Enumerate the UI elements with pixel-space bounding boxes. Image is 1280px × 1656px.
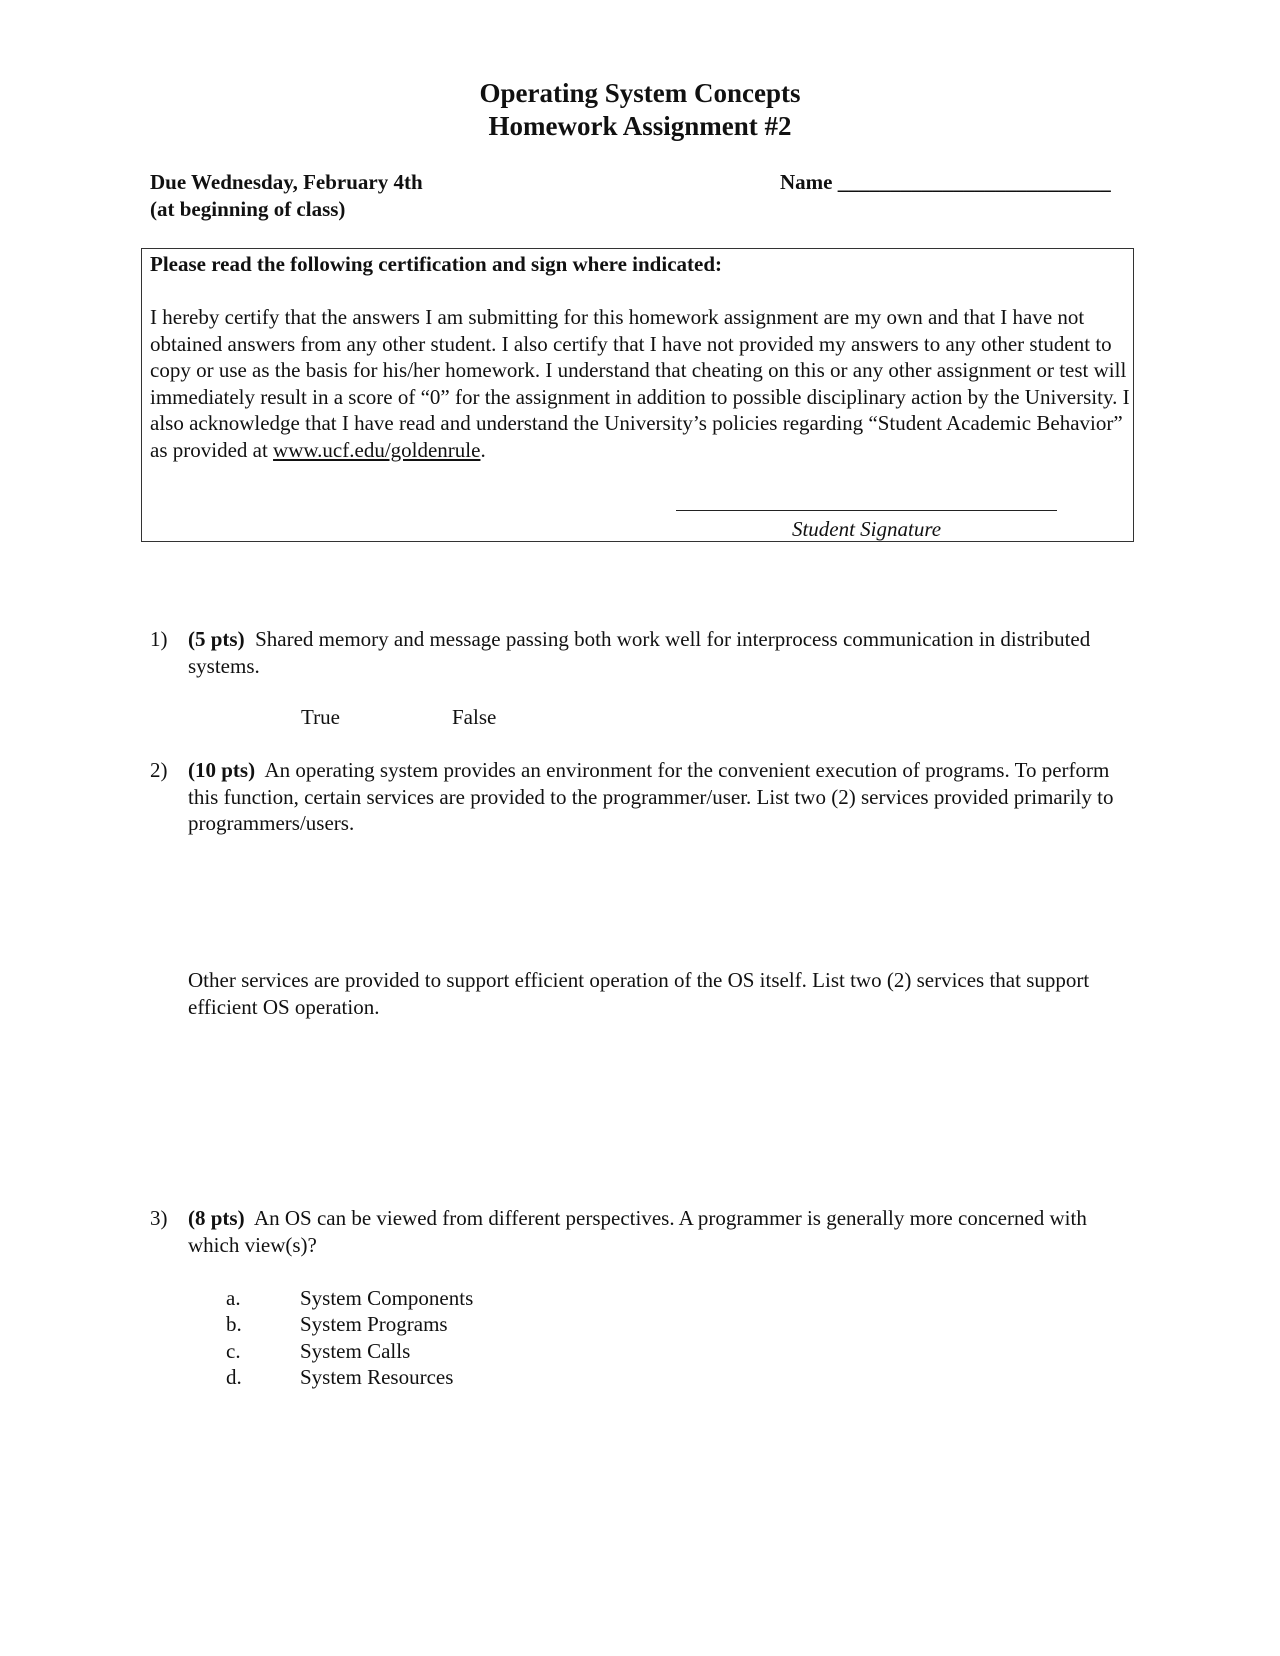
choice-c-text: System Calls <box>300 1339 411 1363</box>
question-1-text <box>188 626 1138 679</box>
choice-b-text: System Programs <box>300 1312 448 1336</box>
question-2-points: (10 pts) <box>188 758 256 782</box>
option-false: False <box>452 705 497 729</box>
due-date: Due Wednesday, February 4th <box>150 170 423 194</box>
question-2-prompt: An operating system provides an environment for the convenient execution of programs. To perform this function, certain services are provided to the programmer/user. List two (2) services provided primarily to programmers/users. <box>188 758 1114 835</box>
question-2-text <box>188 757 1138 837</box>
certification-period: . <box>480 437 486 462</box>
choice-d-text: System Resources <box>300 1365 454 1389</box>
name-label: Name <box>780 170 833 194</box>
question-3-points: (8 pts) <box>188 1206 245 1230</box>
name-field <box>780 169 1111 196</box>
signature-label: Student Signature <box>791 517 942 541</box>
option-true: True <box>301 705 340 729</box>
question-3-prompt: An OS can be viewed from different perspectives. A programmer is generally more concerned with which view(s)? <box>188 1206 1087 1257</box>
question-1-number: 1) <box>150 627 168 651</box>
certification-text <box>150 304 1135 463</box>
choice-d-letter: d. <box>226 1365 242 1389</box>
question-2-number: 2) <box>150 758 168 782</box>
name-blank: __________________________ <box>837 170 1111 194</box>
due-note: (at beginning of class) <box>150 197 346 221</box>
question-3-text <box>188 1205 1138 1258</box>
choice-c-letter: c. <box>226 1339 241 1363</box>
choice-a-letter: a. <box>226 1286 241 1310</box>
question-3-number: 3) <box>150 1206 168 1230</box>
certification-heading: Please read the following certification and sign where indicated: <box>150 252 723 276</box>
choice-b-letter: b. <box>226 1312 242 1336</box>
question-1-prompt: Shared memory and message passing both work well for interprocess communication in distributed systems. <box>188 627 1091 678</box>
goldenrule-link[interactable]: www.ucf.edu/goldenrule <box>273 437 481 462</box>
question-1-points: (5 pts) <box>188 627 245 651</box>
signature-line <box>676 510 1057 511</box>
choice-a-text: System Components <box>300 1286 474 1310</box>
question-2-followup: Other services are provided to support efficient operation of the OS itself. List two (2) services that support efficient OS operation. <box>188 968 1090 1019</box>
document-title: Operating System Concepts <box>479 78 801 108</box>
document-subtitle: Homework Assignment #2 <box>488 111 792 141</box>
certification-body: I hereby certify that the answers I am submitting for this homework assignment are my own and that I have not obtained answers from any other student. I also certify that I have not provided my answers to any other student to copy or use as the basis for his/her homework. I understand that cheating on this or any other assignment or test will immediately result in a score of “0” for the assignment in addition to possible disciplinary action by the University. I also acknowledge that I have read and understand the University’s policies regarding “Student Academic Behavior” as provided at <box>150 305 1130 462</box>
